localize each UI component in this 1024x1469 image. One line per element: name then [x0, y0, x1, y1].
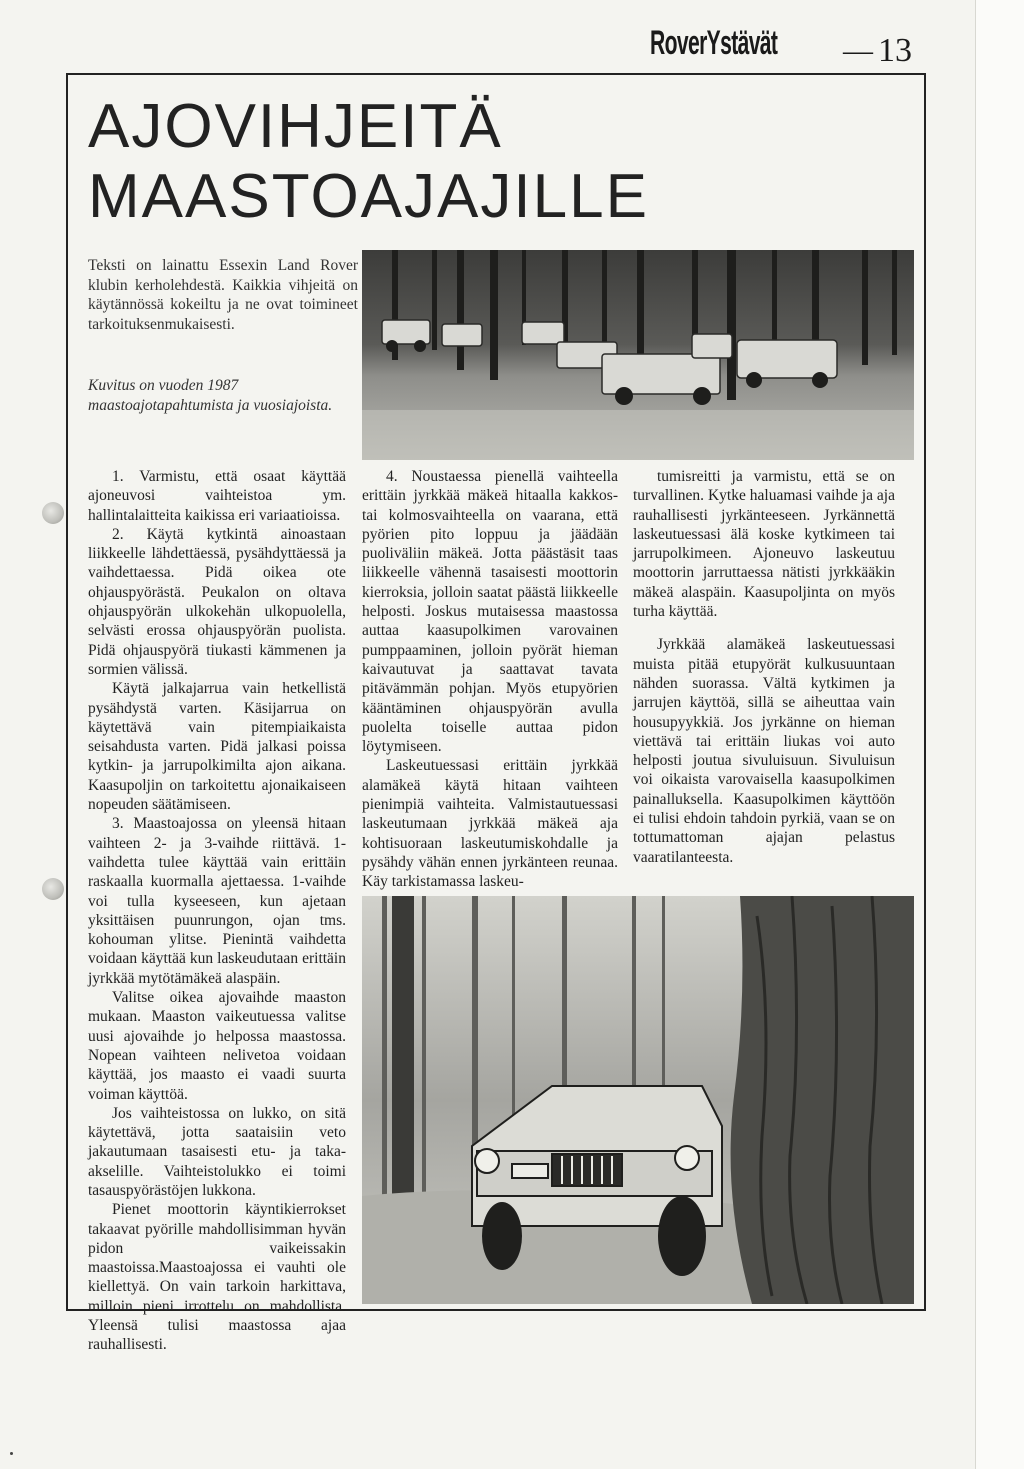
page-edge [975, 0, 1024, 1469]
binder-hole-icon [42, 502, 64, 524]
col2-para-1: 4. Noustaessa pienellä vaihteella erittäin jyrkkää mäkeä hitaalla kakkos- tai kolmosvaihteella on vaarana, että pyörien pito loppuu ja jäädään puoliväliin mäkeä. Jotta päästäsit taas liikkeelle vähennä tasaisesti moottorin kierroksia, jolloin saatat päästä liikkeelle helposti. Joskus mutaisessa maastossa auttaa kaasupolkimen varovainen pumppaaminen, jolloin pyörät hieman kaivautuvat ja saattavat tavata pitävämmän pohjan. Myös etupyörien kääntäminen ohjauspyörän avulla puolelta toiselle auttaa pidon löytymiseen. [362, 468, 618, 756]
page-header [640, 20, 940, 70]
column-3 [633, 467, 895, 867]
header-dash: — [843, 34, 873, 67]
col1-para-5: Valitse oikea ajovaihde maaston mukaan. Maaston vaikeutuessa valitse uusi ajovaihde jo helpossa maastossa. Nopean vaihteen nelivetoa voidaan käyttää, jos maasto ei vaadi suurta voiman käyttöä. [88, 989, 346, 1103]
photo-caption: Kuvitus on vuoden 1987 maastoajotapahtumista ja vuosiajoista. [88, 377, 333, 414]
column-1 [88, 467, 346, 1355]
title-line-2: MAASTOAJAJILLE [88, 162, 649, 231]
binder-hole-icon [42, 878, 64, 900]
col3-para-1: tumisreitti ja varmistu, että se on turvallinen. Kytke haluamasi vaihde ja aja rauhallisesti jyrkänteeseen. Jyrkännettä laskeutuessasi älä koske kytkimeen tai jarrupolkimeen. Ajoneuvo laskeutuu moottorin jarruttaessa nätisti jyrkkääkin mäkeä alaspäin. Kaasupoljinta on myös turha käyttää. [633, 468, 895, 621]
range-rover-descent-photo [362, 896, 914, 1304]
article-title [88, 92, 649, 232]
col1-para-1: 1. Varmistu, että osaat käyttää ajoneuvosi vaihteistoa ym. hallintalaitteita kaikissa eri variaatioissa. [88, 468, 346, 524]
col1-para-3: Käytä jalkajarrua vain hetkellistä pysähdystä varten. Käsijarrua on käytettävä vain pitempiaikaista seisahdusta varten. Pidä jalkasi poissa kytkin- ja jarrupolkimilta ajon aikana. Kaasupoljin on tarkoitettu ajonaikaiseen nopeuden säätämiseen. [88, 680, 346, 814]
page-number: 13 [878, 32, 912, 69]
magazine-logo: RoverYstävät [650, 24, 778, 62]
title-line-1: AJOVIHJEITÄ [88, 92, 503, 161]
page-speck [10, 1452, 13, 1455]
column-2 [362, 467, 618, 892]
col1-para-7: Pienet moottorin käyntikierrokset takaavat pyörille mahdollisimman hyvän pidon vaikeissakin maastoissa.Maastoajossa ei vauhti ole kiellettyä. On vain tarkoin harkittava, milloin pieni irrottelu on mahdollista. Yleensä tulisi maastossa ajaa rauhallisesti. [88, 1201, 346, 1354]
col1-para-2: 2. Käytä kytkintä ainoastaan liikkeelle lähdettäessä, pysähdyttäessä ja vaihdettaessa. Pidä oikea ote ohjauspyörästä. Peukalon on oltava ohjauspyörän ulkokehän ulkopuolella, selvästi erossa ohjauspyörän puolista. Pidä ohjauspyörä tiukasti kämmenen ja sormien välissä. [88, 525, 346, 678]
forest-convoy-photo [362, 250, 914, 460]
col2-para-2: Laskeutuessasi erittäin jyrkkää alamäkeä käytä hitaan vaihteen pienimpiä vaihteita. Valmistautuessasi laskeutumaan jyrkkää mäkeä aja kohtisuoraan laskeutumiskohdalle ja pysähdy vähän ennen jyrkänteen reunaa. Käy tarkistamassa laskeu- [362, 757, 618, 891]
col1-para-6: Jos vaihteistossa on lukko, on sitä käytettävä, jotta saataisiin veto jakautumaan tasaisesti etu- ja taka-akselille. Vaihteistolukko ei toimi tasauspyörästöjen lukkona. [88, 1104, 346, 1199]
col1-para-4: 3. Maastoajossa on yleensä hitaan vaihteen 2- ja 3-vaihde riittävä. 1-vaihdetta tulee käyttää vain erittäin raskaalla kuormalla ajettaessa. 1-vaihde voi tulla kyseeseen, kun ajetaan yksittäisen puunrungon, ojan tms. kohouman ylitse. Pienintä vaihdetta voidaan käyttää kun laskeudutaan erittäin jyrkkää mytötämäkeä alaspäin. [88, 815, 346, 987]
article-intro: Teksti on lainattu Essexin Land Rover klubin kerholehdestä. Kaikkia vihjeitä on käytännössä kokeiltu ja ne ovat toimineet tarkoituksenmukaisesti. [88, 257, 358, 333]
col3-para-2: Jyrkkää alamäkeä laskeutuessasi muista pitää etupyörät kulkusuuntaan nähden suorassa. Vältä kytkimen ja jarrujen käyttöä, sillä se aiheuttaa vain housupyykkiä. Jos jyrkänne on hieman viettävä tai erittäin liukas voi auto helposti joutua sivuluisuun. Sivuluisun voi oikaista varovaisella kaasupolkimen painalluksella. Kaasupolkimen käyttöön ei tulisi ehdoin tahdoin pyrkiä, vaan se on tottumattoman ajajan pelastus vaaratilanteesta. [633, 636, 895, 866]
